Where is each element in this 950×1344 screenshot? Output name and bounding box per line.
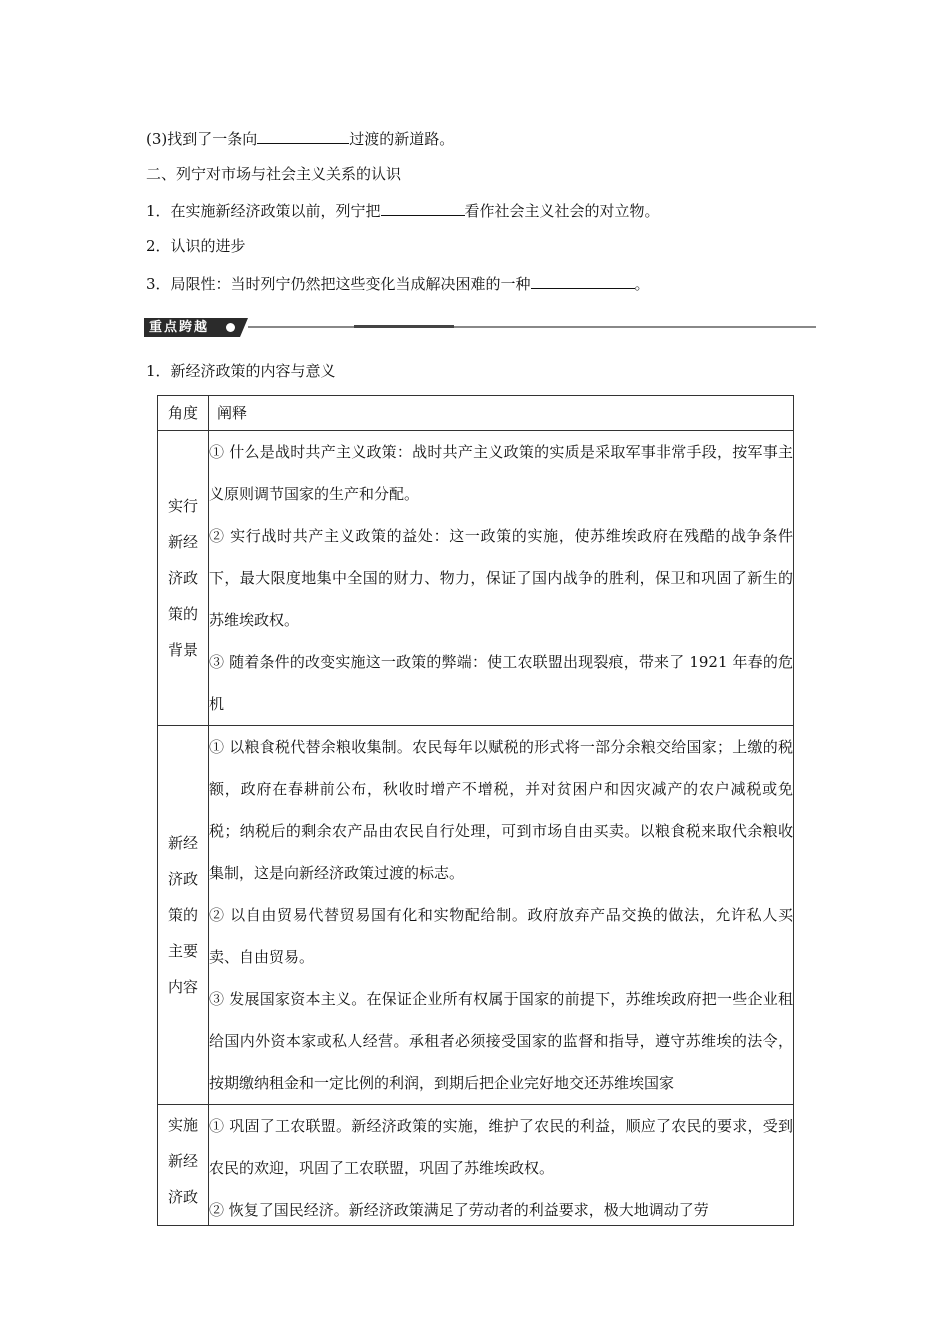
item-3-after: 。 <box>634 275 650 293</box>
paragraph: ② 实行战时共产主义政策的益处：这一政策的实施，使苏维埃政府在残酷的战争条件下，最大限度地集中全国的财力、物力，保证了国内战争的胜利，保卫和巩固了新生的苏维埃政权。 <box>209 527 793 629</box>
fill-line-3-after: 过渡的新道路。 <box>349 130 455 148</box>
row-label: 新经 济政 策的 主要 内容 <box>158 726 209 1105</box>
paragraph: ③ 随着条件的改变实施这一政策的弊端：使工农联盟出现裂痕，带来了 1921 年春的危机 <box>209 653 793 713</box>
table-row <box>158 726 794 1105</box>
item-1-after: 看作社会主义社会的对立物。 <box>464 202 660 220</box>
table-row <box>158 431 794 726</box>
fill-line-item-3 <box>146 273 650 294</box>
banner-rule <box>248 326 816 328</box>
table-header-row <box>158 396 794 431</box>
section-title: 1．新经济政策的内容与意义 <box>146 362 336 380</box>
row-label: 实行 新经 济政 策的 背景 <box>158 431 209 726</box>
row-label: 实施 新经 济政 <box>158 1105 209 1226</box>
header-angle: 角度 <box>158 396 209 431</box>
fill-line-item-1 <box>146 200 660 221</box>
table-row <box>158 1105 794 1226</box>
fill-line-3-before: (3)找到了一条向 <box>146 130 258 148</box>
row-text <box>209 1105 794 1226</box>
item-2: 2．认识的进步 <box>146 237 246 255</box>
fill-line-3 <box>146 128 454 149</box>
banner-label: 重点跨越 <box>144 318 240 337</box>
paragraph: ① 什么是战时共产主义政策：战时共产主义政策的实质是采取军事非常手段，按军事主义原则调节国家的生产和分配。 <box>209 443 793 503</box>
item-3-before: 3．局限性：当时列宁仍然把这些变化当成解决困难的一种 <box>146 275 531 293</box>
section-banner <box>144 318 816 338</box>
answer-blank[interactable] <box>381 200 465 216</box>
section-heading-2: 二、列宁对市场与社会主义关系的认识 <box>146 165 402 183</box>
answer-blank[interactable] <box>531 273 635 289</box>
paragraph: ① 以粮食税代替余粮收集制。农民每年以赋税的形式将一部分余粮交给国家；上缴的税额，政府在春耕前公布，秋收时增产不增税，并对贫困户和因灾减产的农户减税或免税；纳税后的剩余农产品由农民自行处理，可到市场自由买卖。以粮食税来取代余粮收集制，这是向新经济政策过渡的标志。 <box>209 738 793 882</box>
policy-table <box>157 395 794 1226</box>
banner-tip <box>240 318 248 337</box>
paragraph: ③ 发展国家资本主义。在保证企业所有权属于国家的前提下，苏维埃政府把一些企业租给国内外资本家或私人经营。承租者必须接受国家的监督和指导，遵守苏维埃的法令，按期缴纳租金和一定比例的利润，到期后把企业完好地交还苏维埃国家 <box>209 990 793 1092</box>
paragraph: ② 以自由贸易代替贸易国有化和实物配给制。政府放弃产品交换的做法，允许私人买卖、自由贸易。 <box>209 906 793 966</box>
row-text <box>209 726 794 1105</box>
banner-dot-icon <box>226 323 235 332</box>
paragraph: ② 恢复了国民经济。新经济政策满足了劳动者的利益要求，极大地调动了劳 <box>209 1201 709 1219</box>
banner-rule-accent <box>354 325 454 328</box>
item-1-before: 1．在实施新经济政策以前，列宁把 <box>146 202 381 220</box>
header-explanation: 阐释 <box>209 396 794 431</box>
paragraph: ① 巩固了工农联盟。新经济政策的实施，维护了农民的利益，顺应了农民的要求，受到农民的欢迎，巩固了工农联盟，巩固了苏维埃政权。 <box>209 1117 793 1177</box>
row-text <box>209 431 794 726</box>
answer-blank[interactable] <box>257 128 349 144</box>
